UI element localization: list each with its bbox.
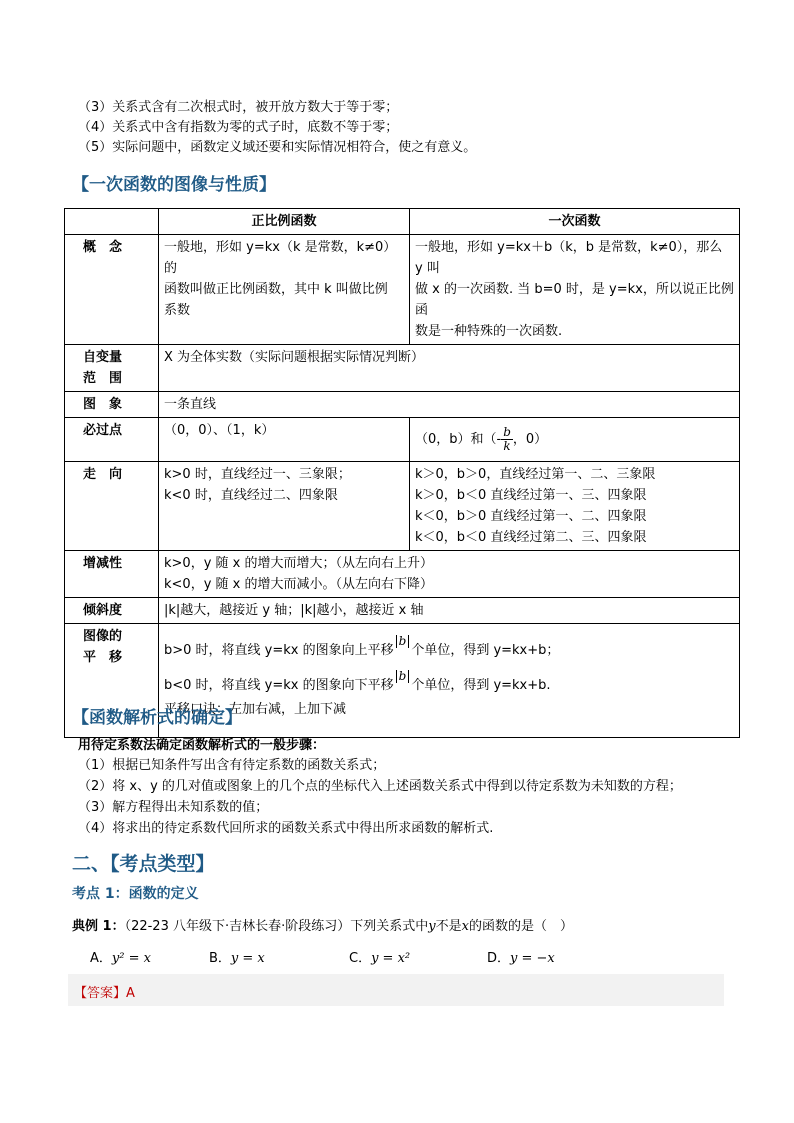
row-label-monotonic: 增减性 — [65, 551, 159, 598]
method-step-1: （1）根据已知条件写出含有待定系数的函数关系式； — [78, 758, 386, 773]
points-linear-prefix: （0，b）和（- — [415, 432, 502, 447]
method-step-4: （4）将求出的待定系数代回所求的函数关系式中得出所求函数的解析式. — [78, 821, 494, 836]
var-x: x — [461, 919, 469, 934]
var-y: y — [428, 919, 436, 934]
option-b-expr: y = x — [230, 951, 265, 966]
direction-linear-line: k＞0，b＞0，直线经过第一、二、三象限 — [415, 467, 656, 482]
row-label-domain — [65, 345, 159, 392]
direction-proportional-line: k>0 时，直线经过一、三象限； — [164, 467, 351, 482]
row-label-domain-line2: 范 围 — [83, 371, 123, 386]
table-corner-cell — [65, 209, 159, 235]
row-label-slope: 倾斜度 — [65, 598, 159, 624]
method-step-3: （3）解方程得出未知系数的值； — [78, 800, 269, 815]
shift-text — [159, 624, 740, 738]
points-linear — [410, 418, 740, 462]
shift-up-post: 个单位，得到 y=kx+b； — [411, 643, 560, 658]
row-label-shift-line1: 图像的 — [83, 629, 123, 644]
table-header-linear: 一次函数 — [410, 209, 740, 235]
concept-proportional-line: 系数 — [164, 303, 191, 318]
answer-bar — [68, 974, 724, 1006]
abs-b: b — [396, 635, 410, 648]
concept-proportional-line: 函数叫做正比例函数，其中 k 叫做比例 — [164, 282, 388, 297]
option-a-letter: A． — [90, 951, 112, 966]
option-a-expr: y² = x — [111, 951, 151, 966]
fraction-numerator: b — [503, 425, 511, 439]
concept-linear-line: 做 x 的一次函数. 当 b=0 时，是 y=kx，所以说正比例函 — [415, 282, 734, 318]
method-intro: 用待定系数法确定函数解析式的一般步骤： — [78, 738, 326, 753]
intro-line-3: （3）关系式含有二次根式时，被开放方数大于等于零； — [78, 100, 399, 115]
abs-b: b — [396, 670, 410, 683]
intro-line-4: （4）关系式中含有指数为零的式子时，底数不等于零； — [78, 120, 399, 135]
direction-proportional — [159, 462, 410, 551]
direction-linear-line: k＜0，b＜0 直线经过第二、三、四象限 — [415, 530, 647, 545]
option-c-letter: C． — [349, 951, 372, 966]
row-label-domain-line1: 自变量 — [83, 350, 123, 365]
option-a — [90, 950, 151, 968]
direction-linear — [410, 462, 740, 551]
points-linear-suffix: ，0） — [512, 432, 548, 447]
shift-line-up — [164, 634, 734, 661]
answer-value: A — [126, 986, 135, 1001]
option-d-letter: D． — [487, 951, 511, 966]
row-label-direction: 走 向 — [65, 462, 159, 551]
slope-text: |k|越大，越接近 y 轴；|k|越小，越接近 x 轴 — [159, 598, 740, 624]
concept-proportional — [159, 235, 410, 345]
points-proportional: （0，0）、（1，k） — [159, 418, 410, 462]
direction-linear-line: k＞0，b＜0 直线经过第一、三、四象限 — [415, 488, 647, 503]
shift-down-post: 个单位，得到 y=kx+b. — [411, 678, 551, 693]
kaodian-title: 考点 1：函数的定义 — [72, 886, 199, 902]
answer-label: 【答案】 — [74, 986, 127, 1001]
option-b — [209, 950, 265, 968]
domain-text: X 为全体实数（实际问题根据实际情况判断） — [159, 345, 740, 392]
row-label-concept: 概 念 — [65, 235, 159, 345]
row-label-points: 必过点 — [65, 418, 159, 462]
example-tail: 的函数的是（ ） — [468, 919, 573, 934]
example-text: （22-23 八年级下·吉林长春·阶段练习）下列关系式中 — [124, 919, 429, 934]
example-label: 典例 1： — [72, 919, 125, 934]
option-d — [487, 950, 555, 968]
shift-mnemonic: 平移口诀：左加右减，上加下减 — [164, 702, 347, 717]
concept-linear — [410, 235, 740, 345]
method-step-2: （2）将 x、y 的几对值或图象上的几个点的坐标代入上述函数关系式中得到以待定系数为未知数的方程； — [78, 779, 682, 794]
shift-down-pre: b<0 时，将直线 y=kx 的图象向下平移 — [164, 678, 394, 693]
monotonic-text — [159, 551, 740, 598]
fraction-denominator: k — [503, 439, 511, 453]
linear-function-table — [64, 208, 740, 738]
row-label-graph: 图 象 — [65, 392, 159, 418]
section-heading-analytic: 【函数解析式的确定】 — [72, 708, 242, 728]
monotonic-line: k<0，y 随 x 的增大而减小。（从左向右下降） — [164, 577, 433, 592]
b-over-k-fraction — [501, 426, 513, 453]
option-c-expr: y = x² — [371, 951, 411, 966]
shift-line-down — [164, 669, 734, 696]
shift-up-pre: b>0 时，将直线 y=kx 的图象向上平移 — [164, 643, 394, 658]
example-mid: 不是 — [435, 919, 462, 934]
concept-proportional-line: 一般地，形如 y=kx（k 是常数，k≠0）的 — [164, 240, 397, 276]
graph-text: 一条直线 — [159, 392, 740, 418]
intro-line-5: （5）实际问题中，函数定义域还要和实际情况相符合，使之有意义。 — [78, 140, 477, 155]
monotonic-line: k>0，y 随 x 的增大而增大；（从左向右上升） — [164, 556, 433, 571]
option-d-expr: y = −x — [510, 951, 555, 966]
row-label-shift-line2: 平 移 — [83, 650, 123, 665]
example-question — [72, 918, 573, 936]
answer-text — [74, 982, 135, 1001]
table-header-proportional: 正比例函数 — [159, 209, 410, 235]
option-c — [349, 950, 410, 968]
concept-linear-line: 一般地，形如 y=kx＋b（k，b 是常数，k≠0），那么 y 叫 — [415, 240, 723, 276]
option-b-letter: B． — [209, 951, 231, 966]
section-heading-exam-types: 二、【考点类型】 — [72, 853, 215, 875]
concept-linear-line: 数是一种特殊的一次函数. — [415, 324, 563, 339]
direction-linear-line: k＜0，b＞0 直线经过第一、二、四象限 — [415, 509, 647, 524]
section-heading-linear-function: 【一次函数的图像与性质】 — [72, 175, 276, 195]
direction-proportional-line: k<0 时，直线经过二、四象限 — [164, 488, 338, 503]
